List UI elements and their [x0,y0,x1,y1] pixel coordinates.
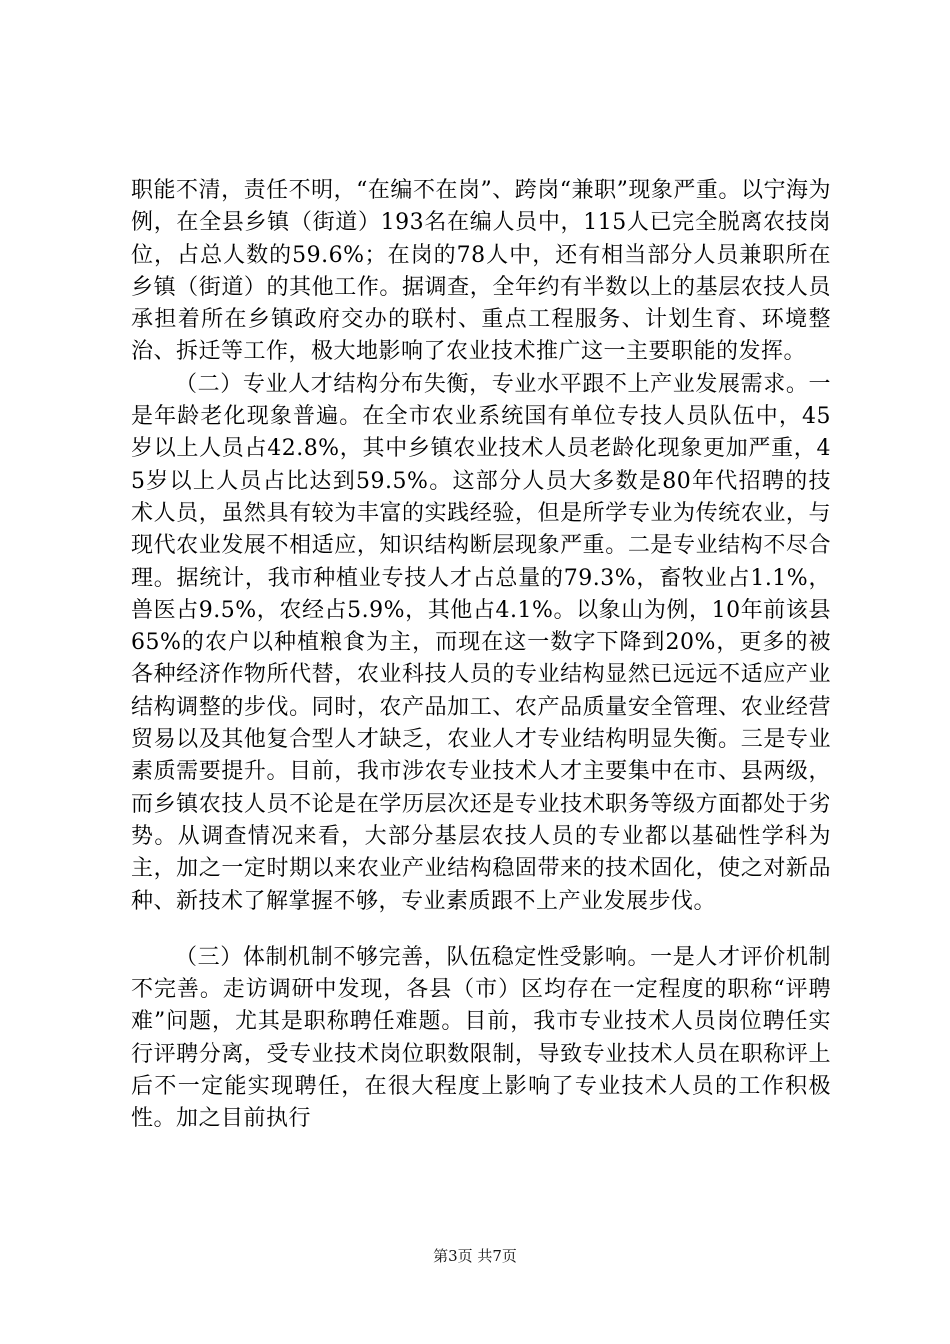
document-body [131,175,831,1136]
paragraph-3: （三）体制机制不够完善，队伍稳定性受影响。一是人才评价机制不完善。走访调研中发现，各县（市）区均存在一定程度的职称“评聘难”问题，尤其是职称聘任难题。目前，我市专业技术人员岗位聘任实行评聘分离，受专业技术岗位职数限制，导致专业技术人员在职称评上后不一定能实现聘任，在很大程度上影响了专业技术人员的工作积极性。加之目前执行 [131,944,831,1132]
page-footer: 第3页 共7页 [433,1247,517,1265]
paragraph-1: 职能不清，责任不明，“在编不在岗”、跨岗“兼职”现象严重。以宁海为例，在全县乡镇（街道）193名在编人员中，115人已完全脱离农技岗位，占总人数的59.6%；在岗的78人中，还有相当部分人员兼职所在乡镇（街道）的其他工作。据调查，全年约有半数以上的基层农技人员承担着所在乡镇政府交办的联村、重点工程服务、计划生育、环境整治、拆迁等工作，极大地影响了农业技术推广这一主要职能的发挥。 [131,178,831,365]
paragraph-spacer [131,918,831,942]
paragraph-2: （二）专业人才结构分布失衡，专业水平跟不上产业发展需求。一是年龄老化现象普遍。在全市农业系统国有单位专技人员队伍中，45岁以上人员占42.8%，其中乡镇农业技术人员老龄化现象更加严重，45岁以上人员占比达到59.5%。这部分人员大多数是80年代招聘的技术人员，虽然具有较为丰富的实践经验，但是所学专业为传统农业，与现代农业发展不相适应，知识结构断层现象严重。二是专业结构不尽合理。据统计，我市种植业专技人才占总量的79.3%，畜牧业占1.1%，兽医占9.5%，农经占5.9%，其他占4.1%。以象山为例，10年前该县65%的农户以种植粮食为主，而现在这一数字下降到20%，更多的被各种经济作物所代替，农业科技人员的专业结构显然已远远不适应产业结构调整的步伐。同时，农产品加工、农产品质量安全管理、农业经营贸易以及其他复合型人才缺乏，农业人才专业结构明显失衡。三是专业素质需要提升。目前，我市涉农专业技术人才主要集中在市、县两级，而乡镇农技人员不论是在学历层次还是专业技术职务等级方面都处于劣势。从调查情况来看，大部分基层农技人员的专业都以基础性学科为主，加之一定时期以来农业产业结构稳固带来的技术固化，使之对新品种、新技术了解掌握不够，专业素质跟不上产业发展步伐。 [131,371,831,914]
